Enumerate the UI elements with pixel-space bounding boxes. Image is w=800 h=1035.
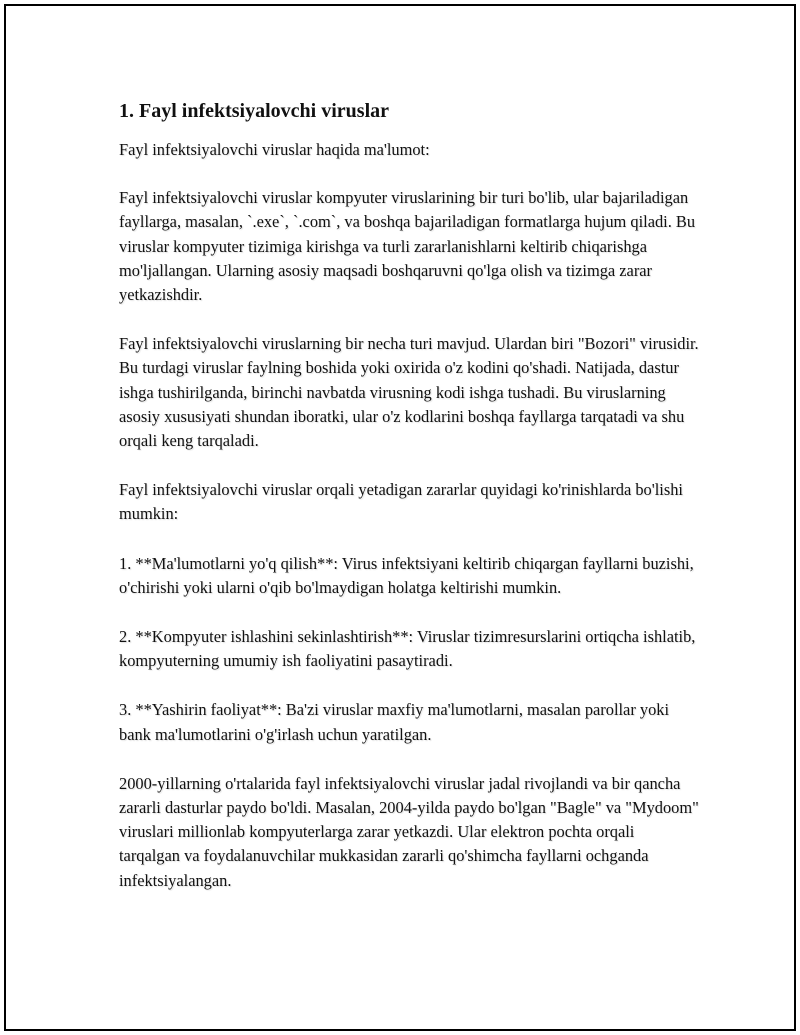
damage-item-3: 3. **Yashirin faoliyat**: Ba'zi viruslar maxfiy ma'lumotlarni, masalan parollar yoki bank ma'lumotlarini o'g'irlash uchun yaratilgan. — [119, 700, 670, 744]
damages-intro-paragraph: Fayl infektsiyalovchi viruslar orqali yetadigan zararlar quyidagi ko'rinishlarda bo'lishi mumkin: — [119, 480, 683, 524]
document-title: 1. Fayl infektsiyalovchi viruslar — [119, 100, 389, 122]
page-frame — [4, 4, 796, 1031]
history-paragraph: 2000-yillarning o'rtalarida fayl infektsiyalovchi viruslar jadal rivojlandi va bir qancha zararli dasturlar paydo bo'ldi. Masalan, 2004-yilda paydo bo'lgan "Bagle" va "Mydoom" viruslari millionlab kompyuterlarga zarar yetkazdi. Ular elektron pochta orqali tarqalgan va foydalanuvchilar mukkasidan zararli qo'shimcha fayllarni ochganda infektsiyalangan. — [119, 773, 699, 890]
document-body — [119, 98, 699, 918]
definition-paragraph: Fayl infektsiyalovchi viruslar kompyuter viruslarining bir turi bo'lib, ular bajariladigan fayllarga, masalan, `.exe`, `.com`, va boshqa bajariladigan formatlarga hujum qiladi. Bu viruslar kompyuter tizimiga kirishga va turli zararlanishlarni keltirib chiqarishga mo'ljallangan. Ularning asosiy maqsadi boshqaruvni qo'lga olish va tizimga zarar yetkazishdir. — [119, 188, 696, 305]
intro-paragraph: Fayl infektsiyalovchi viruslar haqida ma'lumot: — [119, 140, 430, 159]
damage-item-1: 1. **Ma'lumotlarni yo'q qilish**: Virus infektsiyani keltirib chiqargan fayllarni buzishi, o'chirishi yoki ularni o'qib bo'lmaydigan holatga keltirishi mumkin. — [119, 553, 694, 597]
damage-item-2: 2. **Kompyuter ishlashini sekinlashtirish**: Viruslar tizimresurslarini ortiqcha ishlatib, kompyuterning umumiy ish faoliyatini pasaytiradi. — [119, 627, 696, 671]
types-paragraph: Fayl infektsiyalovchi viruslarning bir necha turi mavjud. Ulardan biri "Bozori" virusidir. Bu turdagi viruslar faylning boshida yoki oxirida o'z kodini qo'shadi. Natijada, dastur ishga tushirilganda, birinchi navbatda virusning kodi ishga tushadi. Bu viruslarning asosiy xususiyati shundan iboratki, ular o'z kodlarini boshqa fayllarga tarqatadi va shu orqali keng tarqaladi. — [119, 334, 699, 451]
